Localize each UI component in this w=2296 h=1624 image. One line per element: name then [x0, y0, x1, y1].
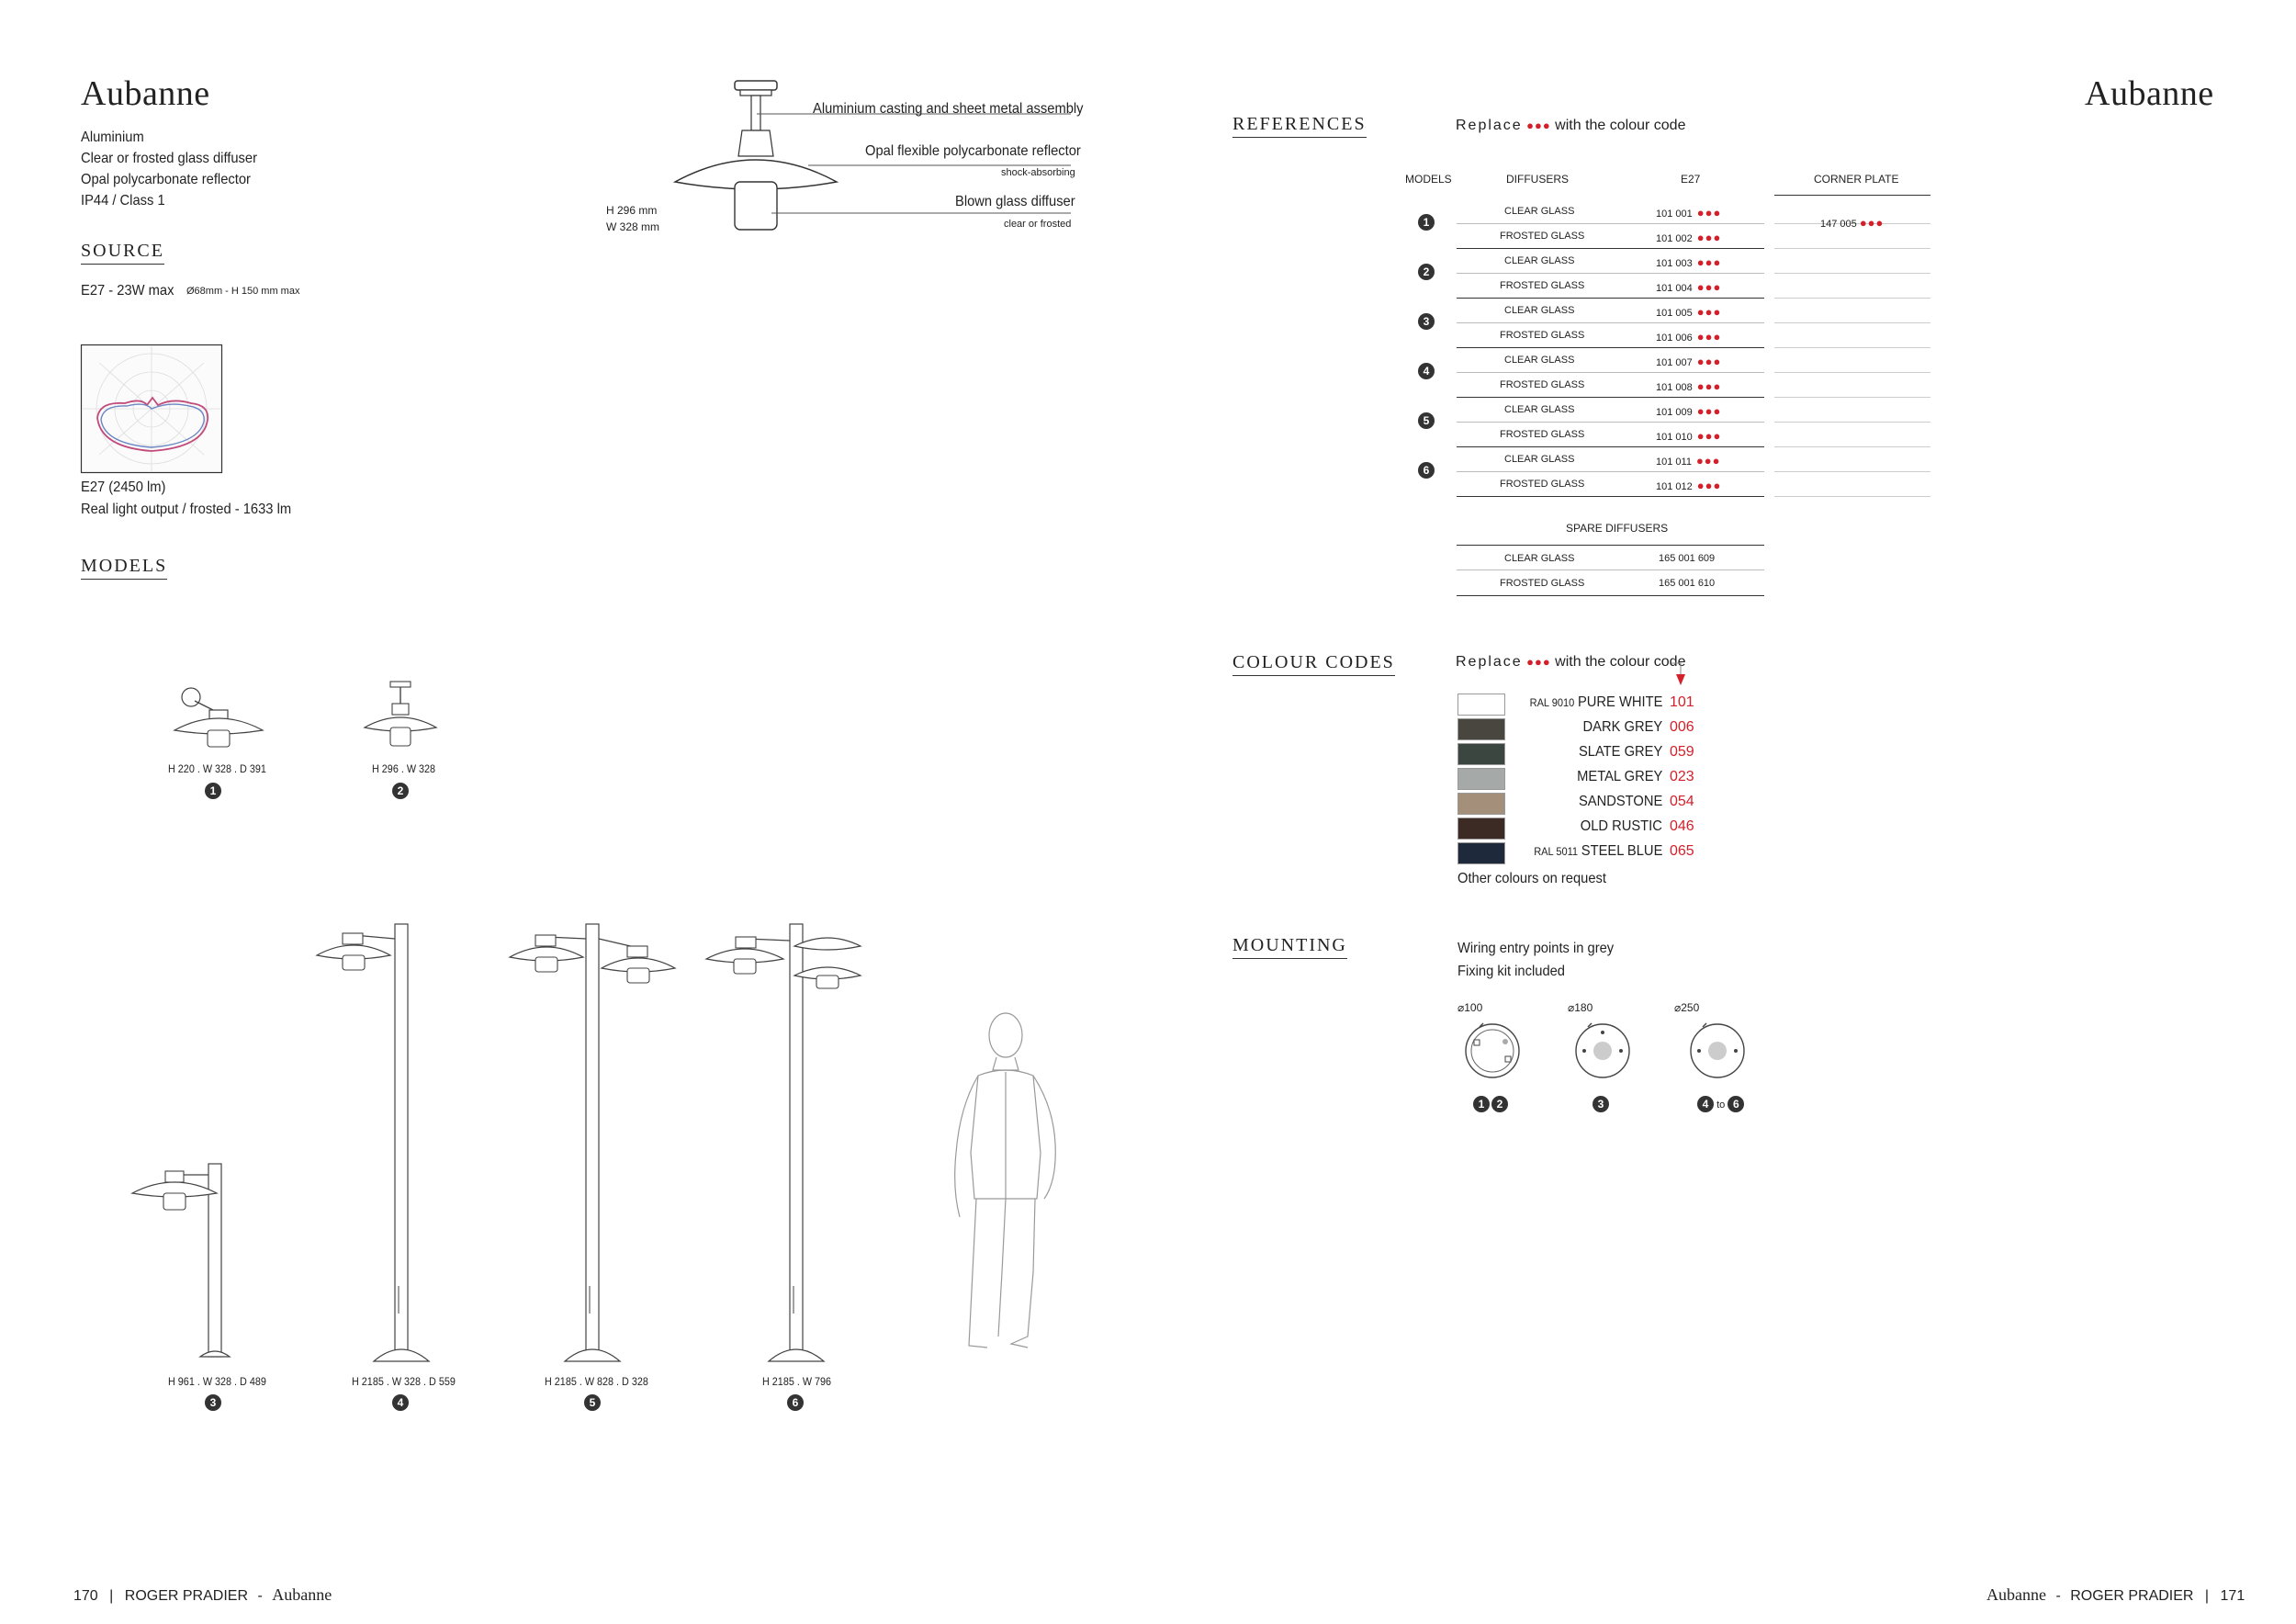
table-divider — [1774, 446, 1930, 447]
col-corner-plate: CORNER PLATE — [1814, 173, 1899, 186]
real-light-output: Real light output / frosted - 1633 lm — [81, 502, 292, 517]
model-badge: 6 — [1418, 462, 1435, 479]
colour-swatch — [1458, 718, 1505, 740]
page-number-left: 170 — [73, 1588, 98, 1604]
ref-diffuser: FROSTED GLASS — [1500, 479, 1585, 490]
section-mounting: MOUNTING — [1232, 935, 1347, 959]
mounting-fixing-note: Fixing kit included — [1458, 964, 1565, 979]
callout-diffuser: Blown glass diffuser — [955, 194, 1075, 209]
ref-code: 101 005 ●●● — [1656, 305, 1722, 319]
table-divider — [1457, 347, 1764, 348]
table-divider — [1774, 471, 1930, 472]
colour-code: 006 — [1670, 719, 1694, 735]
mounting-wiring-note: Wiring entry points in grey — [1458, 941, 1615, 956]
lamp-dims: Ø68mm - H 150 mm max — [186, 286, 300, 297]
ref-diffuser: CLEAR GLASS — [1504, 305, 1575, 316]
ref-code: 101 003 ●●● — [1656, 255, 1722, 269]
col-e27: E27 — [1681, 173, 1701, 186]
ref-code: 101 004 ●●● — [1656, 280, 1722, 294]
model-3-badge: 3 — [205, 1394, 221, 1411]
table-divider — [1457, 248, 1764, 249]
model-badge: 4 — [1418, 363, 1435, 379]
spec-item: Clear or frosted glass diffuser — [81, 151, 257, 166]
mounting-plate-1 — [1463, 1021, 1522, 1080]
footer-left: 170 | ROGER PRADIER - Aubanne — [73, 1585, 332, 1604]
model-badge: 2 — [1418, 264, 1435, 280]
page-title-right: Aubanne — [2085, 74, 2214, 113]
diagram-height: H 296 mm — [606, 204, 658, 217]
light-output: E27 (2450 lm) — [81, 479, 166, 495]
footer-product-right: Aubanne — [1986, 1585, 2046, 1604]
table-divider — [1457, 322, 1764, 323]
colour-name: RAL 5011 STEEL BLUE — [1533, 843, 1662, 859]
page-title-left: Aubanne — [81, 74, 210, 113]
ref-code: 101 006 ●●● — [1656, 330, 1722, 344]
model-badge: 3 — [1418, 313, 1435, 330]
footer-right: Aubanne - ROGER PRADIER | 171 — [1986, 1585, 2245, 1604]
table-divider — [1457, 223, 1764, 224]
table-divider — [1774, 248, 1930, 249]
callout-assembly: Aluminium casting and sheet metal assembly — [813, 101, 1084, 117]
col-models: MODELS — [1405, 173, 1452, 186]
colour-swatch — [1458, 743, 1505, 765]
model-1-badge: 1 — [205, 783, 221, 799]
table-divider — [1457, 471, 1764, 472]
page-number-right: 171 — [2220, 1588, 2245, 1604]
table-divider — [1457, 298, 1764, 299]
ref-diffuser: CLEAR GLASS — [1504, 404, 1575, 415]
ref-code: 101 011 ●●● — [1656, 454, 1721, 468]
footer-brand-right: ROGER PRADIER — [2070, 1588, 2194, 1604]
colour-swatch — [1458, 694, 1505, 716]
section-models: MODELS — [81, 556, 167, 580]
section-colour-codes: COLOUR CODES — [1232, 652, 1395, 676]
footer-product-left: Aubanne — [272, 1585, 332, 1604]
model-4-dims: H 2185 . W 328 . D 559 — [352, 1375, 456, 1388]
colour-code: 101 — [1670, 694, 1694, 710]
model-4-drawing — [317, 919, 436, 1369]
col-diffusers: DIFFUSERS — [1506, 173, 1570, 186]
plate-2-badges: 3 — [1593, 1096, 1609, 1112]
spare-diffuser-ref: 165 001 609 — [1659, 553, 1716, 564]
spare-diffuser-name: FROSTED GLASS — [1500, 578, 1585, 589]
ref-code: 101 008 ●●● — [1656, 379, 1722, 393]
ref-code: 101 010 ●●● — [1656, 429, 1722, 443]
table-divider — [1457, 273, 1764, 274]
ref-code: 101 002 ●●● — [1656, 231, 1722, 244]
table-divider — [1457, 422, 1764, 423]
table-divider — [1457, 372, 1764, 373]
table-divider — [1774, 422, 1930, 423]
section-source: SOURCE — [81, 241, 164, 265]
plate-2-diameter: ⌀180 — [1568, 1001, 1593, 1014]
table-divider — [1457, 397, 1764, 398]
callout-reflector: Opal flexible polycarbonate reflector — [865, 143, 1081, 159]
model-5-badge: 5 — [584, 1394, 601, 1411]
spec-item: IP44 / Class 1 — [81, 193, 165, 209]
model-badge: 1 — [1418, 214, 1435, 231]
model-3-dims: H 961 . W 328 . D 489 — [168, 1375, 266, 1388]
colour-code: 054 — [1670, 794, 1694, 809]
section-references: REFERENCES — [1232, 114, 1367, 138]
model-3-drawing — [129, 1162, 239, 1364]
table-divider — [1774, 298, 1930, 299]
table-divider — [1457, 446, 1764, 447]
mounting-plate-3 — [1688, 1021, 1747, 1080]
ref-diffuser: CLEAR GLASS — [1504, 355, 1575, 366]
colour-name: DARK GREY — [1582, 719, 1662, 735]
spec-item: Opal polycarbonate reflector — [81, 172, 251, 187]
spec-item: Aluminium — [81, 130, 144, 145]
lamp-spec: E27 - 23W max — [81, 283, 174, 299]
model-5-drawing — [510, 919, 684, 1369]
model-6-badge: 6 — [787, 1394, 804, 1411]
photometric-chart — [81, 344, 222, 473]
colour-code: 059 — [1670, 744, 1694, 760]
ref-code: 101 001 ●●● — [1656, 206, 1722, 220]
colour-code: 023 — [1670, 769, 1694, 784]
spare-diffuser-name: CLEAR GLASS — [1504, 553, 1575, 564]
arrow-down-icon — [1670, 660, 1688, 687]
ref-diffuser: CLEAR GLASS — [1504, 206, 1575, 217]
ref-diffuser: FROSTED GLASS — [1500, 231, 1585, 242]
spare-diffusers-heading: SPARE DIFFUSERS — [1566, 522, 1669, 535]
ref-code: 101 012 ●●● — [1656, 479, 1722, 492]
colour-swatch — [1458, 842, 1505, 864]
diagram-width: W 328 mm — [606, 220, 660, 233]
ref-diffuser: CLEAR GLASS — [1504, 255, 1575, 266]
colour-swatch — [1458, 793, 1505, 815]
table-divider — [1457, 496, 1764, 497]
ref-diffuser: FROSTED GLASS — [1500, 280, 1585, 291]
plate-1-diameter: ⌀100 — [1458, 1001, 1483, 1014]
ref-diffuser: FROSTED GLASS — [1500, 330, 1585, 341]
model-6-drawing — [703, 919, 868, 1369]
ref-diffuser: FROSTED GLASS — [1500, 379, 1585, 390]
plate-3-badges: 4 to 6 — [1697, 1096, 1744, 1112]
colour-swatch — [1458, 768, 1505, 790]
model-2-dims: H 296 . W 328 — [372, 762, 436, 775]
callout-diffuser-sub: clear or frosted — [1004, 219, 1072, 230]
table-divider — [1774, 397, 1930, 398]
ref-diffuser: CLEAR GLASS — [1504, 454, 1575, 465]
colour-code: 046 — [1670, 818, 1694, 834]
plate-3-diameter: ⌀250 — [1674, 1001, 1700, 1014]
ref-code: 101 007 ●●● — [1656, 355, 1722, 368]
table-divider — [1774, 347, 1930, 348]
mounting-plate-2 — [1573, 1021, 1632, 1080]
plate-1-badges: 1 2 — [1473, 1096, 1508, 1112]
colour-name: OLD RUSTIC — [1580, 818, 1662, 834]
model-badge: 5 — [1418, 412, 1435, 429]
replace-note-colours: Replace ●●● with the colour code — [1456, 654, 1686, 670]
ref-code: 101 009 ●●● — [1656, 404, 1722, 418]
model-1-dims: H 220 . W 328 . D 391 — [168, 762, 266, 775]
model-5-dims: H 2185 . W 828 . D 328 — [545, 1375, 648, 1388]
colour-name: SANDSTONE — [1578, 794, 1662, 809]
table-divider — [1774, 496, 1930, 497]
colour-name: SLATE GREY — [1578, 744, 1662, 760]
human-scale-figure — [932, 1006, 1079, 1373]
colour-name: METAL GREY — [1576, 769, 1662, 784]
table-divider — [1774, 372, 1930, 373]
corner-plate-ref: 147 005 ●●● — [1820, 216, 1885, 230]
callout-reflector-sub: shock-absorbing — [1001, 167, 1075, 178]
colour-name: RAL 9010 PURE WHITE — [1529, 694, 1662, 710]
colour-swatch — [1458, 818, 1505, 840]
model-4-badge: 4 — [392, 1394, 409, 1411]
replace-note-refs: Replace ●●● with the colour code — [1456, 118, 1686, 133]
other-colours-note: Other colours on request — [1458, 871, 1607, 886]
model-2-drawing — [365, 680, 438, 753]
spec-list — [81, 127, 257, 211]
table-divider — [1774, 322, 1930, 323]
colour-code: 065 — [1670, 843, 1694, 859]
ref-diffuser: FROSTED GLASS — [1500, 429, 1585, 440]
footer-brand-left: ROGER PRADIER — [124, 1588, 249, 1604]
table-divider — [1774, 273, 1930, 274]
model-1-drawing — [174, 684, 257, 749]
model-2-badge: 2 — [392, 783, 409, 799]
spare-diffuser-ref: 165 001 610 — [1659, 578, 1716, 589]
model-6-dims: H 2185 . W 796 — [762, 1375, 832, 1388]
